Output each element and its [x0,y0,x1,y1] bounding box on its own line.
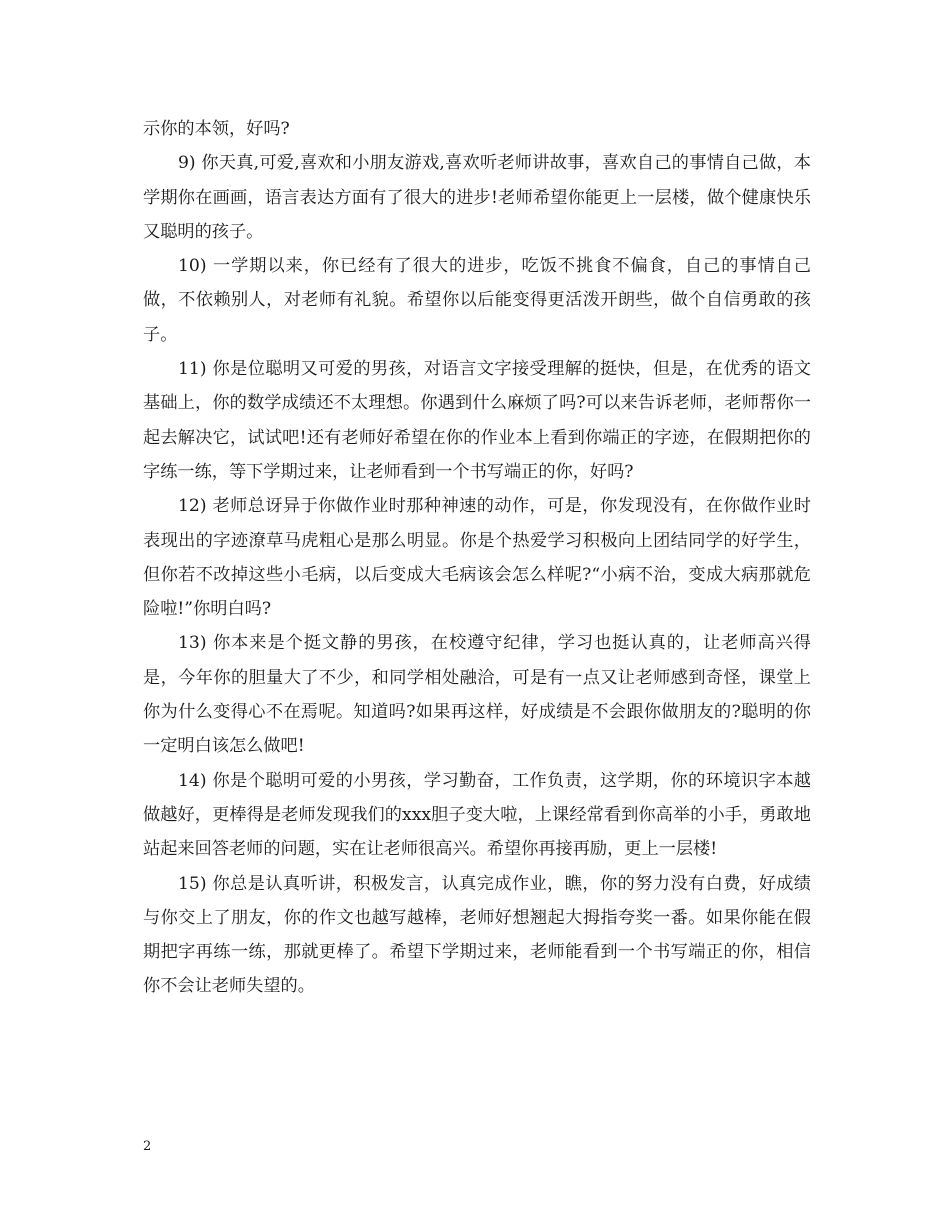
paragraph-comment-10: 10) 一学期以来，你已经有了很大的进步，吃饭不挑食不偏食，自己的事情自己做，不依赖别人，对老师有礼貌。希望你以后能变得更活泼开朗些，做个自信勇敢的孩子。 [143,256,811,345]
paragraph-comment-14: 14) 你是个聪明可爱的小男孩，学习勤奋，工作负责，这学期，你的环境识字本越做越好，更棒得是老师发现我们的xxx胆子变大啦，上课经常看到你高举的小手，勇敢地站起来回答老师的问题，实在让老师很高兴。希望你再接再励，更上一层楼! [143,770,811,860]
paragraph-comment-15: 15) 你总是认真听讲，积极发言，认真完成作业，瞧，你的努力没有白费，好成绩与你交上了朋友，你的作文也越写越棒，老师好想翘起大拇指夸奖一番。如果你能在假期把字再练一练，那就更棒了。希望下学期过来，老师能看到一个书写端正的你，相信你不会让老师失望的。 [143,873,811,997]
document-body [143,112,811,1004]
paragraph-comment-11: 11) 你是位聪明又可爱的男孩，对语言文字接受理解的挺快，但是，在优秀的语文基础上，你的数学成绩还不太理想。你遇到什么麻烦了吗?可以来告诉老师，老师帮你一起去解决它，试试吧!还有老师好希望在你的作业本上看到你端正的字迹，在假期把你的字练一练，等下学期过来，让老师看到一个书写端正的你，好吗? [143,359,811,482]
paragraph-comment-12: 12) 老师总讶异于你做作业时那种神速的动作，可是，你发现没有，在你做作业时表现出的字迹潦草马虎粗心是那么明显。你是个热爱学习积极向上团结同学的好学生，但你若不改掉这些小毛病，以后变成大毛病该会怎么样呢?“小病不治，变成大病那就危险啦!”你明白吗? [143,496,811,620]
paragraph-continuation: 示你的本领，好吗? [143,119,290,139]
paragraph-comment-9: 9) 你天真,可爱,喜欢和小朋友游戏,喜欢听老师讲故事，喜欢自己的事情自己做，本学期你在画画，语言表达方面有了很大的进步!老师希望你能更上一层楼，做个健康快乐又聪明的孩子。 [143,153,811,242]
paragraph-comment-13: 13) 你本来是个挺文静的男孩，在校遵守纪律，学习也挺认真的，让老师高兴得是，今年你的胆量大了不少，和同学相处融洽，可是有一点又让老师感到奇怪，课堂上你为什么变得心不在焉呢。知道吗?如果再这样，好成绩是不会跟你做朋友的?聪明的你一定明白该怎么做吧! [143,633,811,757]
page-number: 2 [143,1139,152,1154]
